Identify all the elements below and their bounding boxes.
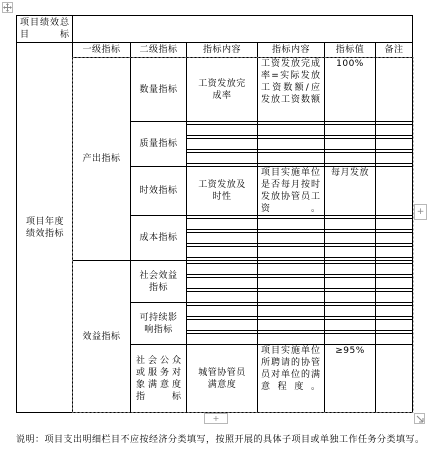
header-level2: 二级指标 — [139, 45, 178, 55]
row-satisfaction-value: ≥95% — [335, 346, 365, 356]
level2-quantity: 数量指标 — [139, 84, 178, 95]
level2-sustainable: 可持续影响指标 — [139, 312, 178, 335]
row-satisfaction-content: 城管协管员满意度 — [198, 367, 246, 390]
overall-goal-value[interactable] — [73, 16, 412, 42]
overall-goal-label: 项目绩效总目标 — [20, 18, 71, 40]
add-row-plus-icon[interactable]: + — [204, 413, 228, 424]
row-timeliness-detail: 项目实施单位是否每月按时发放协管员工资。 — [261, 168, 322, 214]
level1-output: 产出指标 — [82, 154, 121, 164]
row-quantity-value: 100% — [336, 59, 364, 69]
level2-satisfaction: 社会公众或服务对象满意度指标 — [136, 355, 182, 402]
move-cross-icon[interactable] — [2, 2, 13, 13]
header-content: 指标内容 — [202, 45, 241, 55]
resize-diagonal-icon[interactable] — [414, 413, 425, 424]
row-satisfaction-detail: 项目实施单位所聘请的协管员对单位的满意程度。 — [261, 346, 322, 392]
header-value: 指标值 — [335, 45, 365, 55]
header-remark: 备注 — [384, 45, 404, 55]
level2-timeliness: 时效指标 — [139, 186, 178, 196]
row-timeliness-content: 工资发放及时性 — [198, 180, 246, 202]
row-timeliness-value: 每月发放 — [330, 168, 369, 178]
level2-cost: 成本指标 — [139, 233, 178, 243]
header-level1: 一级指标 — [82, 45, 121, 55]
level2-quality: 质量指标 — [139, 139, 178, 149]
level1-benefit: 效益指标 — [82, 331, 121, 342]
explanation-note: 说明：项目支出明细栏目不应按经济分类填写，按照开展的具体子项目或单独工作任务分类填写。 — [16, 435, 425, 445]
row-quantity-detail: 工资发放完成率=实际发放工资数额/应发放工资数额 — [261, 59, 322, 105]
level2-social: 社会效益指标 — [139, 270, 178, 293]
add-column-plus-icon[interactable]: + — [414, 204, 427, 220]
annual-indicator-label: 项目年度绩效指标 — [25, 216, 64, 239]
header-content-2: 指标内容 — [271, 45, 310, 55]
row-quantity-content: 工资发放完成率 — [198, 78, 246, 101]
